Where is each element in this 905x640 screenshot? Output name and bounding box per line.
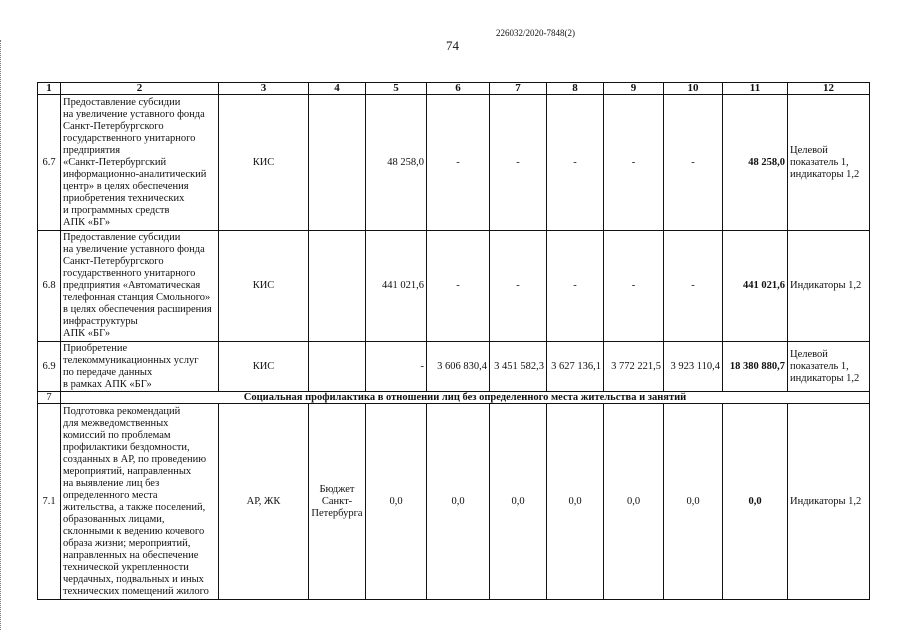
row-funding-source: Бюджет Санкт- Петербурга [309, 404, 366, 600]
row-total: 18 380 880,7 [723, 342, 788, 392]
row-note: Целевой показатель 1, индикаторы 1,2 [788, 342, 870, 392]
page-number: 74 [446, 38, 459, 53]
column-header: 12 [788, 83, 870, 95]
section-title: Социальная профилактика в отношении лиц без определенного места жительства и занятий [61, 392, 870, 404]
row-description: Приобретение телекоммуникационных услуг по передаче данных в рамках АПК «БГ» [61, 342, 219, 392]
column-header: 4 [309, 83, 366, 95]
row-value: 0,0 [604, 404, 664, 600]
column-header: 10 [664, 83, 723, 95]
row-funding-source [309, 95, 366, 231]
row-value: - [664, 95, 723, 231]
row-value: - [604, 95, 664, 231]
column-header: 8 [547, 83, 604, 95]
row-total: 48 258,0 [723, 95, 788, 231]
row-funding-source [309, 231, 366, 342]
row-value: - [490, 95, 547, 231]
document-id: 226032/2020-7848(2) [496, 28, 575, 38]
row-value: 0,0 [664, 404, 723, 600]
row-value: - [604, 231, 664, 342]
row-value: 0,0 [366, 404, 427, 600]
row-value: 441 021,6 [366, 231, 427, 342]
column-header: 7 [490, 83, 547, 95]
row-value: 3 772 221,5 [604, 342, 664, 392]
program-table [37, 82, 870, 600]
row-total: 0,0 [723, 404, 788, 600]
column-header: 2 [61, 83, 219, 95]
row-value: 3 627 136,1 [547, 342, 604, 392]
row-value: 3 923 110,4 [664, 342, 723, 392]
row-value: - [664, 231, 723, 342]
table-row [38, 95, 870, 231]
row-number: 6.8 [38, 231, 61, 342]
column-header: 5 [366, 83, 427, 95]
row-total: 441 021,6 [723, 231, 788, 342]
table-row [38, 342, 870, 392]
column-header: 1 [38, 83, 61, 95]
row-note: Индикаторы 1,2 [788, 404, 870, 600]
row-executor: КИС [219, 95, 309, 231]
column-header: 3 [219, 83, 309, 95]
section-number: 7 [38, 392, 61, 404]
row-executor: КИС [219, 342, 309, 392]
row-number: 6.9 [38, 342, 61, 392]
row-value: - [427, 95, 490, 231]
row-description: Предоставление субсидии на увеличение уставного фонда Санкт-Петербургского государственного унитарного предприятия «Автоматическая телефонная станция Смольного» в целях обеспечения расширения инфраструктуры АПК «БГ» [61, 231, 219, 342]
row-value: - [427, 231, 490, 342]
row-value: 0,0 [490, 404, 547, 600]
row-description: Подготовка рекомендаций для межведомственных комиссий по проблемам профилактики бездомности, созданных в АР, по проведению мероприятий, направленных на выявление лиц без определенного места жительства, а также поселений, образованных лицами, склонными к ведению кочевого образа жизни; мероприятий, направленных на обеспечение технической укрепленности чердачных, подвальных и иных технических помещений жилого [61, 404, 219, 600]
row-note: Индикаторы 1,2 [788, 231, 870, 342]
table-row [38, 404, 870, 600]
row-description: Предоставление субсидии на увеличение уставного фонда Санкт-Петербургского государственного унитарного предприятия «Санкт-Петербургский информационно-аналитический центр» в целях обеспечения приобретения технических и программных средств АПК «БГ» [61, 95, 219, 231]
row-value: 0,0 [427, 404, 490, 600]
row-value: - [547, 95, 604, 231]
row-executor: КИС [219, 231, 309, 342]
row-value: - [490, 231, 547, 342]
row-note: Целевой показатель 1, индикаторы 1,2 [788, 95, 870, 231]
column-header: 11 [723, 83, 788, 95]
scan-edge [0, 40, 6, 630]
column-number-row [38, 83, 870, 95]
row-value: 3 451 582,3 [490, 342, 547, 392]
row-value: - [366, 342, 427, 392]
row-executor: АР, ЖК [219, 404, 309, 600]
column-header: 6 [427, 83, 490, 95]
row-value: 0,0 [547, 404, 604, 600]
row-value: 3 606 830,4 [427, 342, 490, 392]
row-value: - [547, 231, 604, 342]
row-number: 7.1 [38, 404, 61, 600]
row-value: 48 258,0 [366, 95, 427, 231]
section-row [38, 392, 870, 404]
column-header: 9 [604, 83, 664, 95]
row-number: 6.7 [38, 95, 61, 231]
table-row [38, 231, 870, 342]
row-funding-source [309, 342, 366, 392]
